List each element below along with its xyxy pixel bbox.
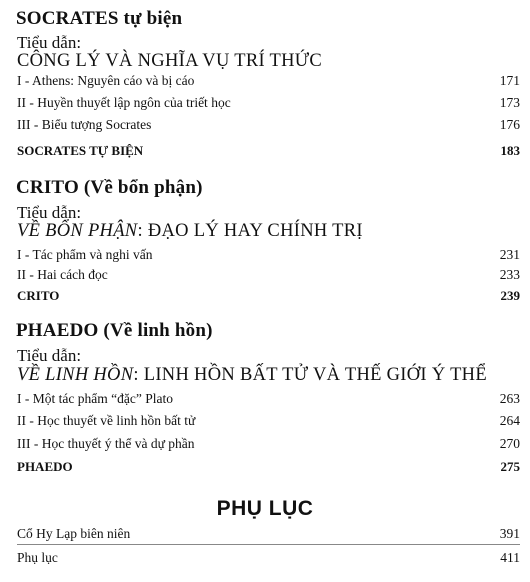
toc-entry-page: 411 <box>500 550 520 565</box>
toc-entry[interactable] <box>17 389 520 409</box>
toc-entry-text-crito[interactable] <box>17 286 520 306</box>
divider <box>17 544 520 545</box>
subtitle-crito <box>17 221 363 242</box>
section-title-phaedo: PHAEDO (Về linh hồn) <box>16 320 213 341</box>
toc-entry-page: 173 <box>499 95 520 110</box>
toc-entry[interactable] <box>17 245 520 265</box>
toc-entry-page: 264 <box>499 413 520 428</box>
toc-entry-label: II - Hai cách đọc <box>17 267 108 282</box>
toc-entry[interactable] <box>17 411 520 431</box>
section-title-crito: CRITO (Về bổn phận) <box>16 177 203 198</box>
toc-entry-label: Cổ Hy Lạp biên niên <box>17 526 131 541</box>
toc-entry-page: 263 <box>499 391 520 406</box>
subtitle-italic: VỀ LINH HỒN <box>17 365 134 385</box>
toc-entry-label: III - Biểu tượng Socrates <box>17 117 152 132</box>
toc-entry-label: PHAEDO <box>17 459 73 474</box>
section-title-socrates: SOCRATES tự biện <box>16 8 183 29</box>
toc-entry-page: 171 <box>499 73 520 88</box>
toc-entry-label: I - Tác phẩm và nghi vấn <box>17 247 153 262</box>
toc-entry-label: III - Học thuyết ý thể và dự phần <box>17 436 195 451</box>
toc-entry-page: 391 <box>499 526 520 541</box>
appendix-heading: PHỤ LỤC <box>216 497 314 520</box>
toc-entry-label: SOCRATES TỰ BIỆN <box>17 143 144 158</box>
toc-entry[interactable] <box>17 548 520 568</box>
toc-entry-label: II - Huyền thuyết lập ngôn của triết học <box>17 95 231 110</box>
subtitle-text: : LINH HỒN BẤT TỬ VÀ THẾ GIỚI Ý THỂ <box>133 365 487 385</box>
toc-entry-page: 275 <box>500 459 520 474</box>
toc-entry-page: 231 <box>499 247 520 262</box>
toc-entry-label: Phụ lục <box>17 550 58 565</box>
toc-entry[interactable] <box>17 71 520 91</box>
toc-entry-page: 270 <box>499 436 520 451</box>
intro-label-phaedo: Tiểu dẫn: <box>17 346 82 365</box>
intro-label-crito: Tiểu dẫn: <box>17 203 82 222</box>
toc-entry[interactable] <box>17 434 520 454</box>
toc-entry-text-socrates[interactable] <box>17 141 520 161</box>
toc-entry-page: 183 <box>500 143 520 158</box>
toc-entry[interactable] <box>17 115 520 135</box>
subtitle-text: CÔNG LÝ VÀ NGHĨA VỤ TRÍ THỨC <box>17 51 323 71</box>
toc-entry-text-phaedo[interactable] <box>17 457 520 477</box>
toc-entry-label: I - Một tác phẩm “đặc” Plato <box>17 391 173 406</box>
subtitle-italic: VỀ BỔN PHẬN <box>17 221 138 241</box>
toc-entry-page: 233 <box>499 267 520 282</box>
subtitle-phaedo <box>17 365 487 386</box>
toc-entry-page: 239 <box>500 288 520 303</box>
toc-entry-page: 176 <box>499 117 520 132</box>
intro-label-socrates: Tiểu dẫn: <box>17 33 82 52</box>
toc-entry-label: II - Học thuyết về linh hồn bất tử <box>17 413 196 428</box>
toc-entry[interactable] <box>17 265 520 285</box>
subtitle-text: : ĐẠO LÝ HAY CHÍNH TRỊ <box>137 221 363 241</box>
toc-entry-label: CRITO <box>17 288 60 303</box>
toc-entry-label: I - Athens: Nguyên cáo và bị cáo <box>17 73 195 88</box>
toc-entry[interactable] <box>17 524 520 544</box>
subtitle-socrates <box>17 51 322 72</box>
toc-entry[interactable] <box>17 93 520 113</box>
